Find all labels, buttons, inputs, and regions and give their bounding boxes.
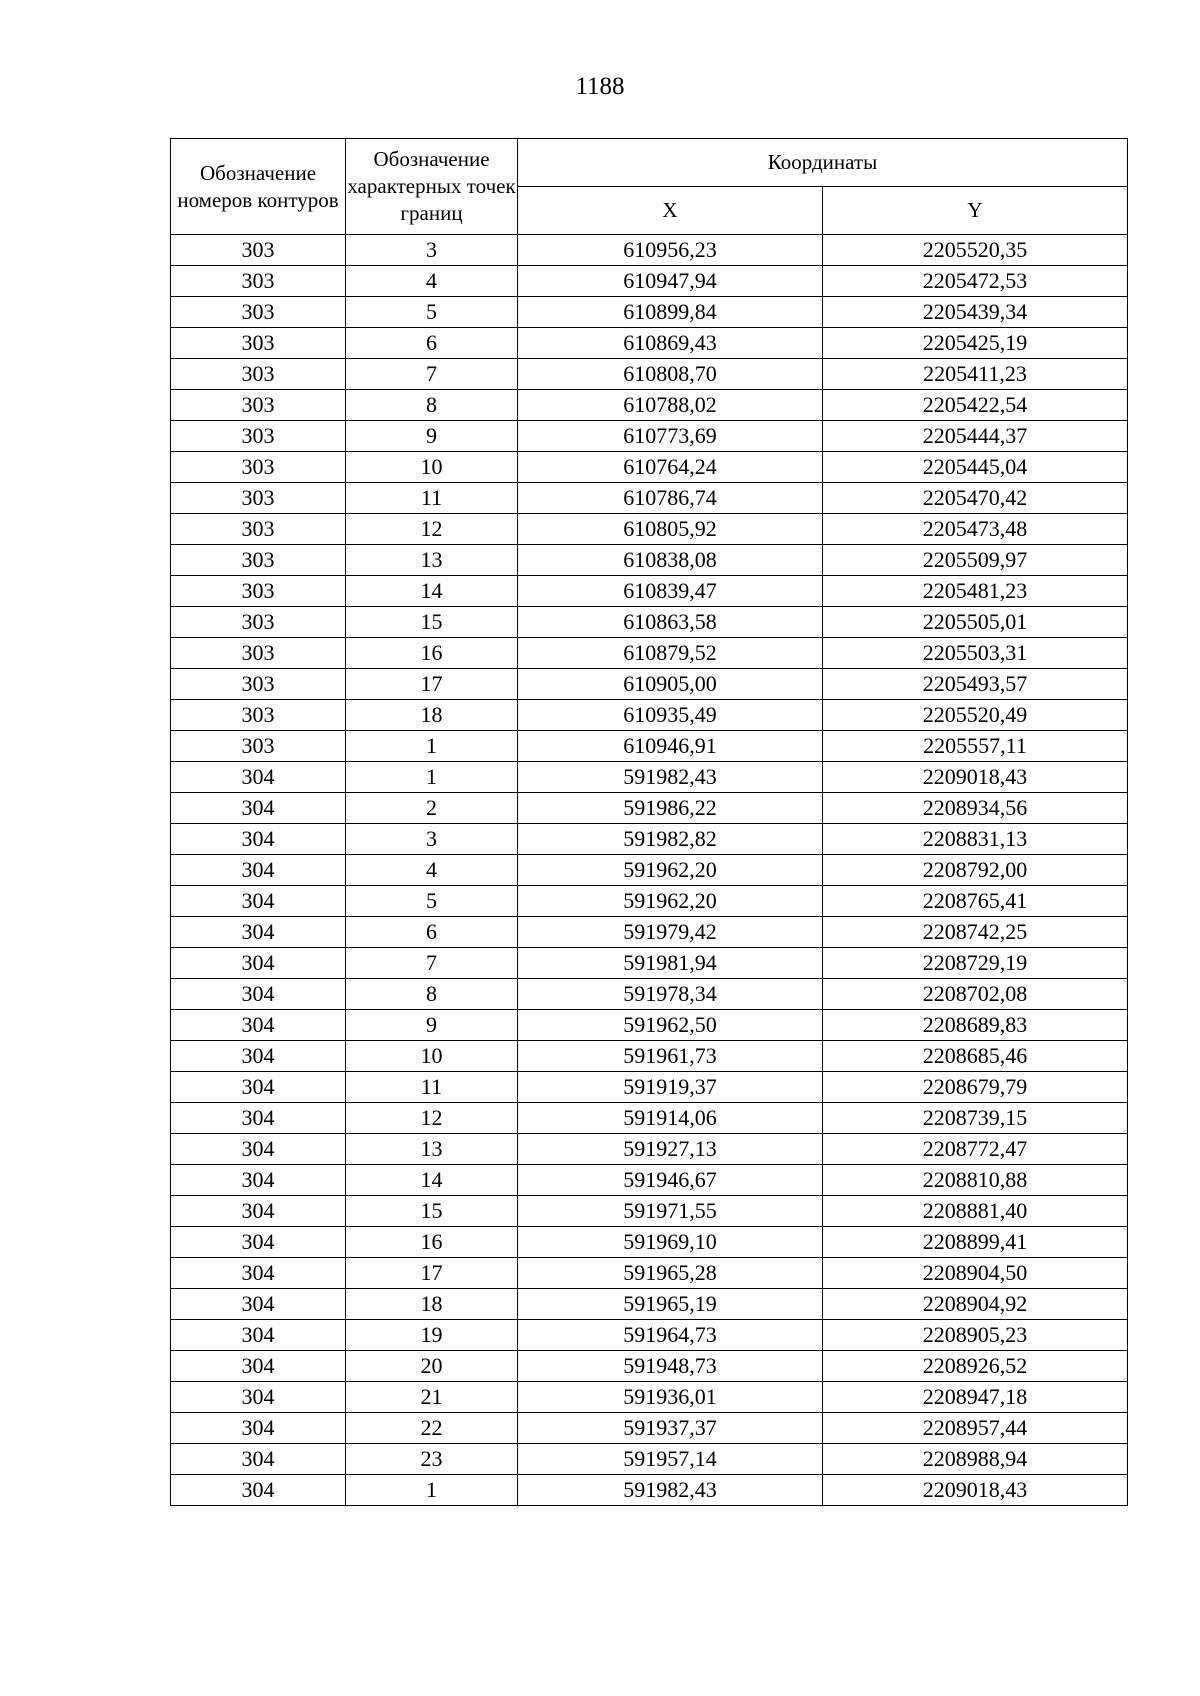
- point-number-cell: 10: [346, 452, 518, 483]
- point-number-cell: 19: [346, 1320, 518, 1351]
- contour-number-cell: 303: [171, 669, 346, 700]
- point-number-cell: 15: [346, 607, 518, 638]
- contour-number-cell: 303: [171, 235, 346, 266]
- table-row: [171, 979, 1128, 1010]
- table-row: [171, 514, 1128, 545]
- y-coordinate-cell: 2208689,83: [823, 1010, 1128, 1041]
- x-coordinate-cell: 591957,14: [518, 1444, 823, 1475]
- point-number-cell: 2: [346, 793, 518, 824]
- y-coordinate-cell: 2208729,19: [823, 948, 1128, 979]
- header-contour-number: Обозначение номеров контуров: [171, 139, 346, 235]
- table-row: [171, 824, 1128, 855]
- contour-number-cell: 303: [171, 607, 346, 638]
- x-coordinate-cell: 610863,58: [518, 607, 823, 638]
- y-coordinate-cell: 2205473,48: [823, 514, 1128, 545]
- x-coordinate-cell: 591948,73: [518, 1351, 823, 1382]
- y-coordinate-cell: 2208831,13: [823, 824, 1128, 855]
- x-coordinate-cell: 610947,94: [518, 266, 823, 297]
- point-number-cell: 1: [346, 1475, 518, 1506]
- table-row: [171, 762, 1128, 793]
- x-coordinate-cell: 591946,67: [518, 1165, 823, 1196]
- y-coordinate-cell: 2208947,18: [823, 1382, 1128, 1413]
- contour-number-cell: 303: [171, 421, 346, 452]
- x-coordinate-cell: 591962,20: [518, 855, 823, 886]
- contour-number-cell: 303: [171, 452, 346, 483]
- y-coordinate-cell: 2205520,35: [823, 235, 1128, 266]
- x-coordinate-cell: 591979,42: [518, 917, 823, 948]
- table-row: [171, 948, 1128, 979]
- y-coordinate-cell: 2208905,23: [823, 1320, 1128, 1351]
- table-row: [171, 1196, 1128, 1227]
- contour-number-cell: 304: [171, 948, 346, 979]
- x-coordinate-cell: 591937,37: [518, 1413, 823, 1444]
- table-row: [171, 1444, 1128, 1475]
- y-coordinate-cell: 2205439,34: [823, 297, 1128, 328]
- y-coordinate-cell: 2208679,79: [823, 1072, 1128, 1103]
- contour-number-cell: 304: [171, 1196, 346, 1227]
- x-coordinate-cell: 610764,24: [518, 452, 823, 483]
- table-row: [171, 886, 1128, 917]
- table-row: [171, 328, 1128, 359]
- y-coordinate-cell: 2205422,54: [823, 390, 1128, 421]
- point-number-cell: 20: [346, 1351, 518, 1382]
- table-row: [171, 452, 1128, 483]
- table-row: [171, 359, 1128, 390]
- y-coordinate-cell: 2209018,43: [823, 762, 1128, 793]
- y-coordinate-cell: 2208934,56: [823, 793, 1128, 824]
- x-coordinate-cell: 610869,43: [518, 328, 823, 359]
- y-coordinate-cell: 2205472,53: [823, 266, 1128, 297]
- x-coordinate-cell: 591986,22: [518, 793, 823, 824]
- contour-number-cell: 304: [171, 979, 346, 1010]
- y-coordinate-cell: 2208739,15: [823, 1103, 1128, 1134]
- y-coordinate-cell: 2205503,31: [823, 638, 1128, 669]
- contour-number-cell: 303: [171, 297, 346, 328]
- table-row: [171, 545, 1128, 576]
- contour-number-cell: 304: [171, 1134, 346, 1165]
- point-number-cell: 3: [346, 824, 518, 855]
- point-number-cell: 17: [346, 1258, 518, 1289]
- x-coordinate-cell: 591982,82: [518, 824, 823, 855]
- y-coordinate-cell: 2208904,50: [823, 1258, 1128, 1289]
- contour-number-cell: 304: [171, 1382, 346, 1413]
- contour-number-cell: 303: [171, 731, 346, 762]
- x-coordinate-cell: 591978,34: [518, 979, 823, 1010]
- table-row: [171, 1382, 1128, 1413]
- x-coordinate-cell: 591961,73: [518, 1041, 823, 1072]
- contour-number-cell: 304: [171, 1413, 346, 1444]
- table-row: [171, 1103, 1128, 1134]
- x-coordinate-cell: 610899,84: [518, 297, 823, 328]
- point-number-cell: 18: [346, 700, 518, 731]
- point-number-cell: 6: [346, 328, 518, 359]
- point-number-cell: 10: [346, 1041, 518, 1072]
- point-number-cell: 13: [346, 545, 518, 576]
- x-coordinate-cell: 591919,37: [518, 1072, 823, 1103]
- y-coordinate-cell: 2208899,41: [823, 1227, 1128, 1258]
- contour-number-cell: 303: [171, 514, 346, 545]
- y-coordinate-cell: 2205509,97: [823, 545, 1128, 576]
- contour-number-cell: 304: [171, 1258, 346, 1289]
- contour-number-cell: 303: [171, 576, 346, 607]
- y-coordinate-cell: 2205505,01: [823, 607, 1128, 638]
- point-number-cell: 6: [346, 917, 518, 948]
- contour-number-cell: 303: [171, 700, 346, 731]
- contour-number-cell: 303: [171, 545, 346, 576]
- table-row: [171, 1227, 1128, 1258]
- y-coordinate-cell: 2205557,11: [823, 731, 1128, 762]
- point-number-cell: 14: [346, 576, 518, 607]
- y-coordinate-cell: 2208765,41: [823, 886, 1128, 917]
- y-coordinate-cell: 2205520,49: [823, 700, 1128, 731]
- point-number-cell: 13: [346, 1134, 518, 1165]
- x-coordinate-cell: 591927,13: [518, 1134, 823, 1165]
- x-coordinate-cell: 610773,69: [518, 421, 823, 452]
- table-row: [171, 1072, 1128, 1103]
- point-number-cell: 21: [346, 1382, 518, 1413]
- contour-number-cell: 304: [171, 1444, 346, 1475]
- table-row: [171, 390, 1128, 421]
- table-header: [171, 139, 1128, 235]
- x-coordinate-cell: 591964,73: [518, 1320, 823, 1351]
- contour-number-cell: 304: [171, 762, 346, 793]
- point-number-cell: 7: [346, 359, 518, 390]
- table-row: [171, 669, 1128, 700]
- point-number-cell: 8: [346, 390, 518, 421]
- x-coordinate-cell: 610946,91: [518, 731, 823, 762]
- x-coordinate-cell: 591981,94: [518, 948, 823, 979]
- table-row: [171, 266, 1128, 297]
- header-boundary-point: Обозначение характерных точек границ: [346, 139, 518, 235]
- y-coordinate-cell: 2205445,04: [823, 452, 1128, 483]
- y-coordinate-cell: 2208702,08: [823, 979, 1128, 1010]
- x-coordinate-cell: 591965,28: [518, 1258, 823, 1289]
- contour-number-cell: 304: [171, 1351, 346, 1382]
- y-coordinate-cell: 2205481,23: [823, 576, 1128, 607]
- point-number-cell: 14: [346, 1165, 518, 1196]
- contour-number-cell: 304: [171, 1010, 346, 1041]
- contour-number-cell: 303: [171, 266, 346, 297]
- point-number-cell: 7: [346, 948, 518, 979]
- table-row: [171, 1475, 1128, 1506]
- table-row: [171, 421, 1128, 452]
- table-row: [171, 917, 1128, 948]
- point-number-cell: 4: [346, 266, 518, 297]
- contour-number-cell: 303: [171, 359, 346, 390]
- table-row: [171, 793, 1128, 824]
- table-row: [171, 235, 1128, 266]
- contour-number-cell: 304: [171, 855, 346, 886]
- x-coordinate-cell: 610879,52: [518, 638, 823, 669]
- point-number-cell: 4: [346, 855, 518, 886]
- x-coordinate-cell: 591971,55: [518, 1196, 823, 1227]
- contour-number-cell: 304: [171, 1289, 346, 1320]
- contour-number-cell: 304: [171, 1072, 346, 1103]
- contour-number-cell: 303: [171, 638, 346, 669]
- x-coordinate-cell: 591982,43: [518, 1475, 823, 1506]
- x-coordinate-cell: 591962,20: [518, 886, 823, 917]
- point-number-cell: 16: [346, 1227, 518, 1258]
- x-coordinate-cell: 610808,70: [518, 359, 823, 390]
- contour-number-cell: 304: [171, 1227, 346, 1258]
- point-number-cell: 5: [346, 886, 518, 917]
- table-row: [171, 1351, 1128, 1382]
- point-number-cell: 15: [346, 1196, 518, 1227]
- point-number-cell: 23: [346, 1444, 518, 1475]
- contour-number-cell: 303: [171, 390, 346, 421]
- table-row: [171, 731, 1128, 762]
- x-coordinate-cell: 610839,47: [518, 576, 823, 607]
- x-coordinate-cell: 610956,23: [518, 235, 823, 266]
- point-number-cell: 22: [346, 1413, 518, 1444]
- table-row: [171, 855, 1128, 886]
- y-coordinate-cell: 2208881,40: [823, 1196, 1128, 1227]
- contour-number-cell: 304: [171, 1475, 346, 1506]
- y-coordinate-cell: 2208926,52: [823, 1351, 1128, 1382]
- point-number-cell: 11: [346, 1072, 518, 1103]
- point-number-cell: 9: [346, 1010, 518, 1041]
- header-y: Y: [823, 187, 1128, 235]
- contour-number-cell: 304: [171, 1103, 346, 1134]
- contour-number-cell: 304: [171, 886, 346, 917]
- point-number-cell: 1: [346, 731, 518, 762]
- x-coordinate-cell: 591962,50: [518, 1010, 823, 1041]
- x-coordinate-cell: 610788,02: [518, 390, 823, 421]
- point-number-cell: 12: [346, 1103, 518, 1134]
- y-coordinate-cell: 2205493,57: [823, 669, 1128, 700]
- point-number-cell: 8: [346, 979, 518, 1010]
- y-coordinate-cell: 2208988,94: [823, 1444, 1128, 1475]
- y-coordinate-cell: 2208772,47: [823, 1134, 1128, 1165]
- y-coordinate-cell: 2209018,43: [823, 1475, 1128, 1506]
- contour-number-cell: 304: [171, 824, 346, 855]
- y-coordinate-cell: 2208685,46: [823, 1041, 1128, 1072]
- point-number-cell: 11: [346, 483, 518, 514]
- table-row: [171, 297, 1128, 328]
- table-row: [171, 1010, 1128, 1041]
- x-coordinate-cell: 591965,19: [518, 1289, 823, 1320]
- point-number-cell: 9: [346, 421, 518, 452]
- header-coordinates: Координаты: [518, 139, 1128, 187]
- page-number: 1188: [575, 73, 625, 100]
- table-row: [171, 700, 1128, 731]
- y-coordinate-cell: 2205444,37: [823, 421, 1128, 452]
- contour-number-cell: 303: [171, 328, 346, 359]
- table-row: [171, 1134, 1128, 1165]
- contour-number-cell: 303: [171, 483, 346, 514]
- x-coordinate-cell: 610905,00: [518, 669, 823, 700]
- x-coordinate-cell: 591936,01: [518, 1382, 823, 1413]
- y-coordinate-cell: 2205425,19: [823, 328, 1128, 359]
- y-coordinate-cell: 2208957,44: [823, 1413, 1128, 1444]
- point-number-cell: 16: [346, 638, 518, 669]
- x-coordinate-cell: 610935,49: [518, 700, 823, 731]
- contour-number-cell: 304: [171, 1320, 346, 1351]
- y-coordinate-cell: 2208810,88: [823, 1165, 1128, 1196]
- x-coordinate-cell: 610805,92: [518, 514, 823, 545]
- point-number-cell: 18: [346, 1289, 518, 1320]
- table-row: [171, 1041, 1128, 1072]
- x-coordinate-cell: 591969,10: [518, 1227, 823, 1258]
- table-row: [171, 638, 1128, 669]
- x-coordinate-cell: 591914,06: [518, 1103, 823, 1134]
- table-row: [171, 607, 1128, 638]
- x-coordinate-cell: 591982,43: [518, 762, 823, 793]
- y-coordinate-cell: 2205470,42: [823, 483, 1128, 514]
- table-row: [171, 483, 1128, 514]
- y-coordinate-cell: 2208904,92: [823, 1289, 1128, 1320]
- table-row: [171, 1165, 1128, 1196]
- contour-number-cell: 304: [171, 1041, 346, 1072]
- point-number-cell: 5: [346, 297, 518, 328]
- point-number-cell: 17: [346, 669, 518, 700]
- table-body: [171, 235, 1128, 1506]
- y-coordinate-cell: 2208742,25: [823, 917, 1128, 948]
- y-coordinate-cell: 2208792,00: [823, 855, 1128, 886]
- contour-number-cell: 304: [171, 1165, 346, 1196]
- y-coordinate-cell: 2205411,23: [823, 359, 1128, 390]
- point-number-cell: 3: [346, 235, 518, 266]
- header-x: X: [518, 187, 823, 235]
- table-row: [171, 1258, 1128, 1289]
- contour-number-cell: 304: [171, 793, 346, 824]
- point-number-cell: 12: [346, 514, 518, 545]
- table-row: [171, 576, 1128, 607]
- table-row: [171, 1413, 1128, 1444]
- contour-number-cell: 304: [171, 917, 346, 948]
- table-row: [171, 1289, 1128, 1320]
- x-coordinate-cell: 610786,74: [518, 483, 823, 514]
- point-number-cell: 1: [346, 762, 518, 793]
- x-coordinate-cell: 610838,08: [518, 545, 823, 576]
- coordinates-table: [170, 138, 1128, 1506]
- table-row: [171, 1320, 1128, 1351]
